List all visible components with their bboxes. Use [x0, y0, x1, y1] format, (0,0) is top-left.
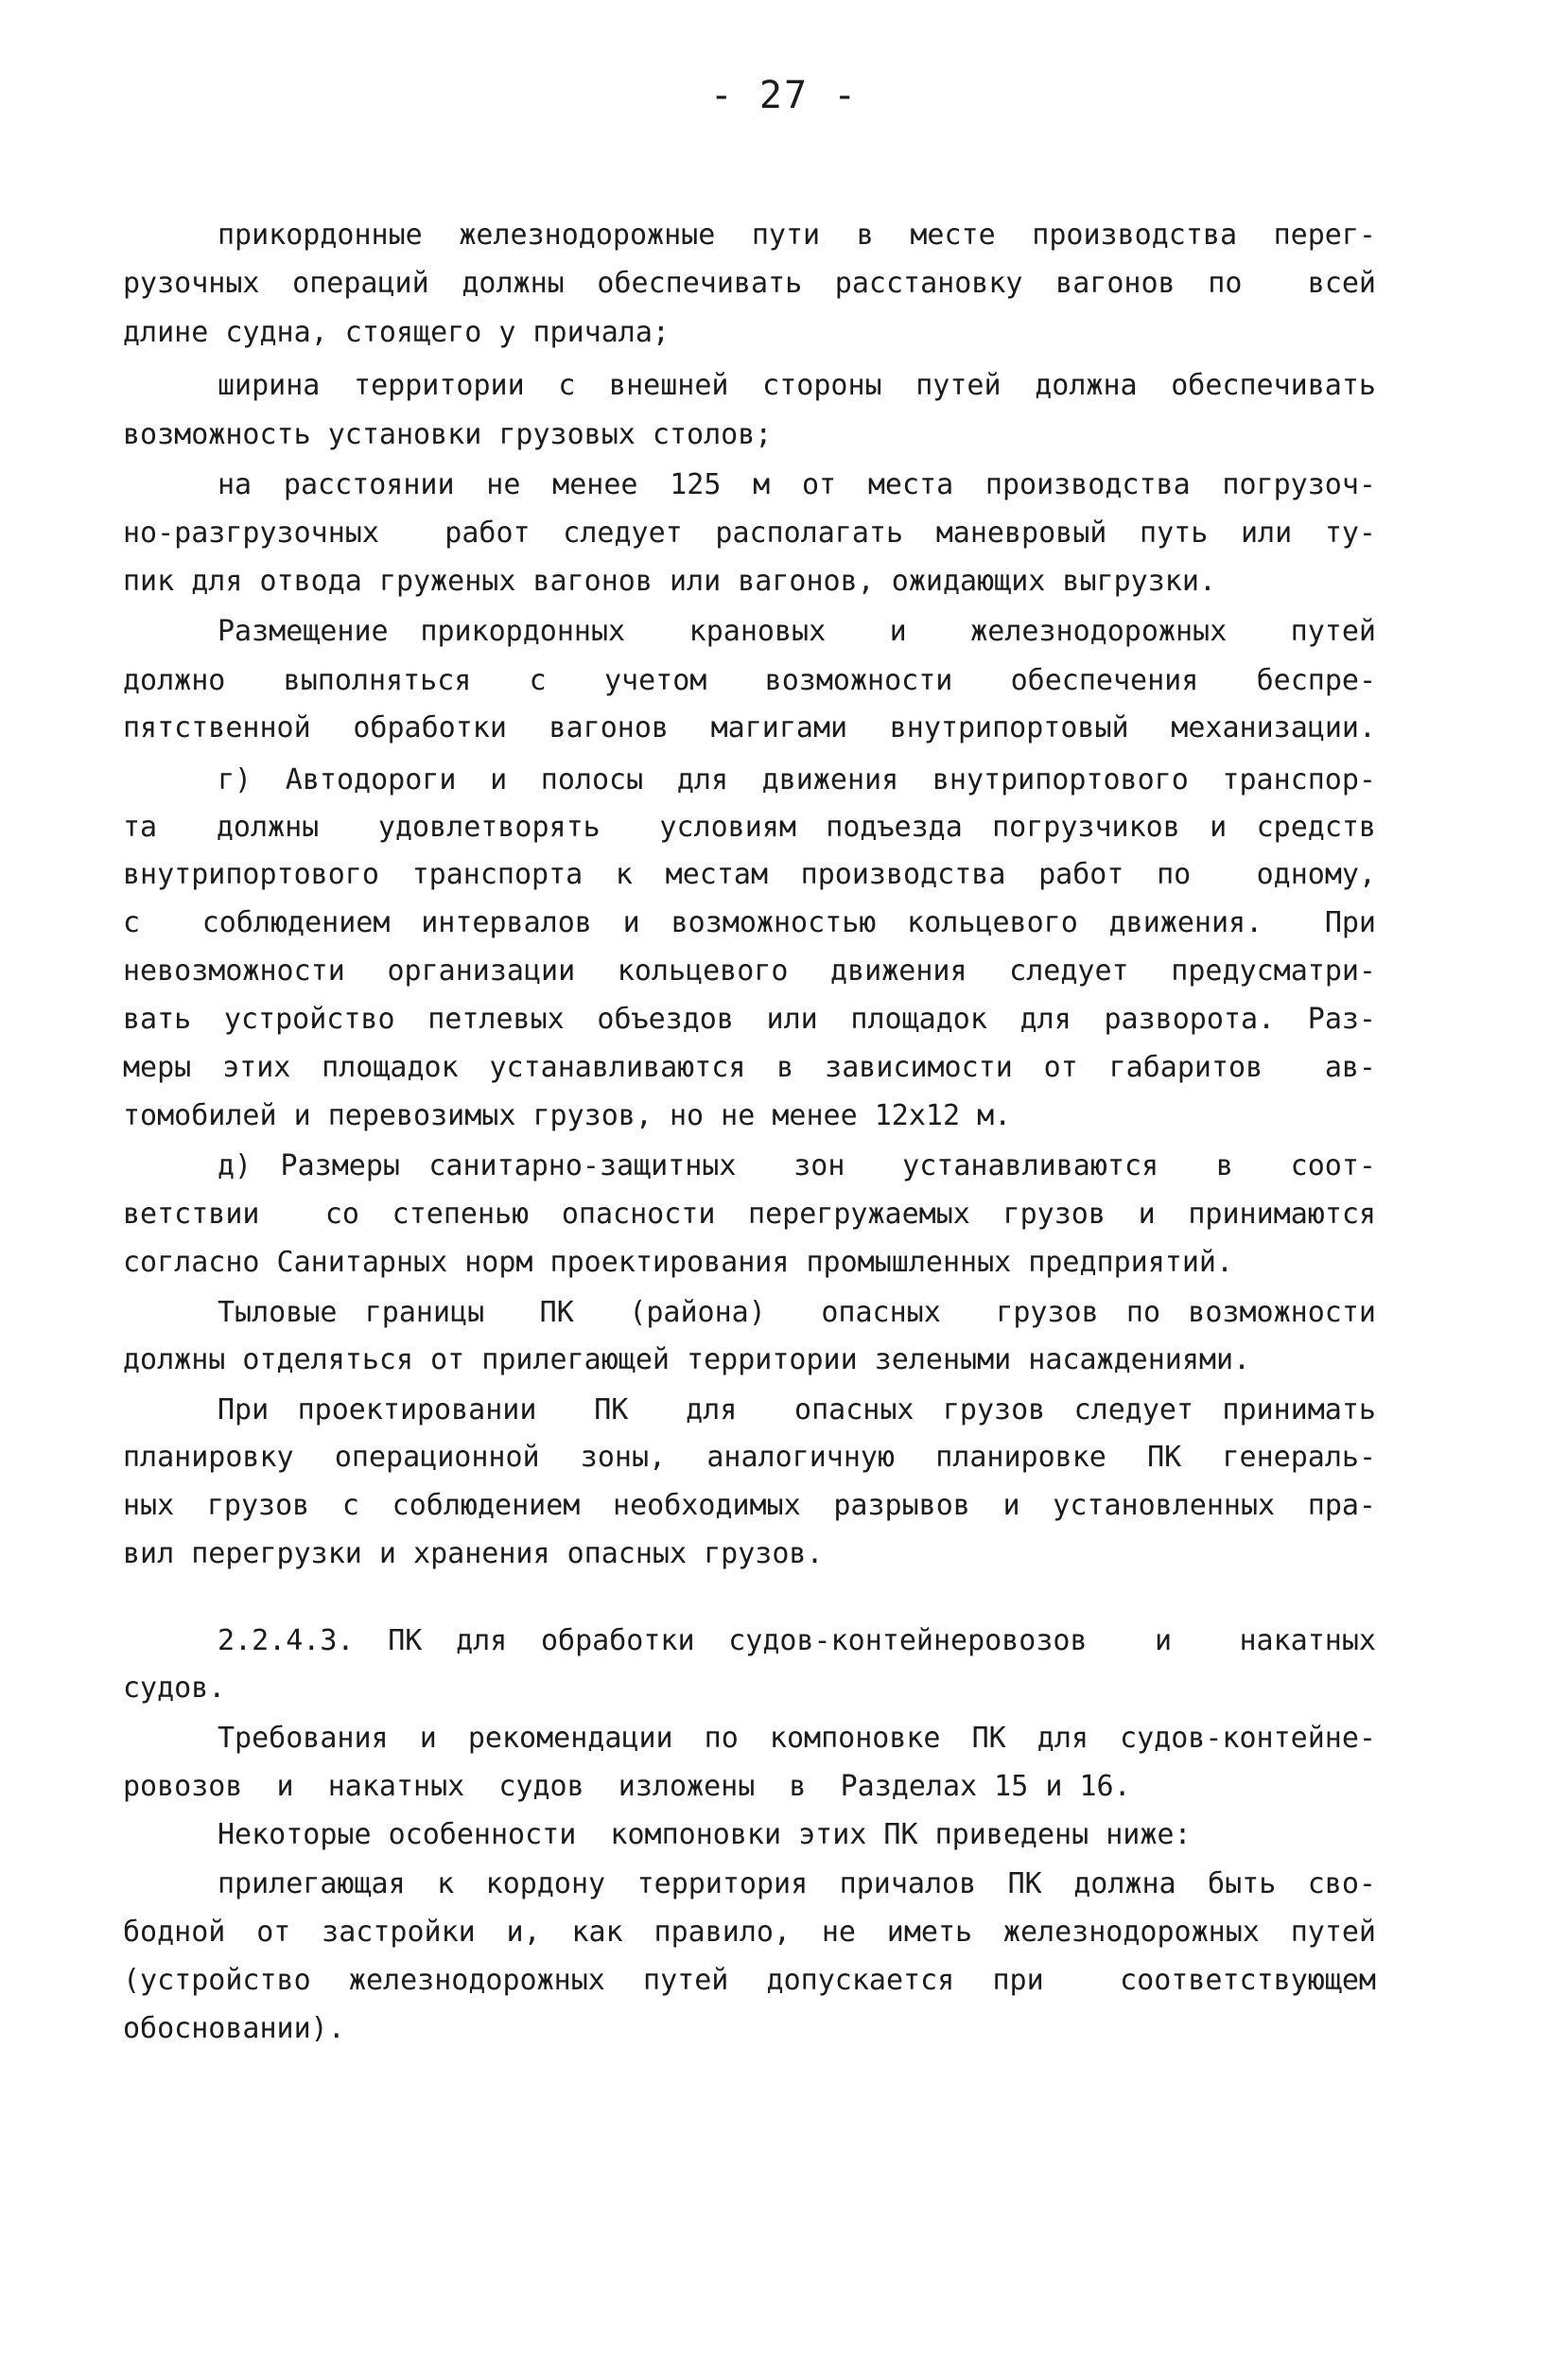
- text-line: Размещение прикордонных крановых и железнодорожных путей: [218, 615, 1376, 648]
- text-line: (устройство железнодорожных путей допускается при соответствующем: [123, 1964, 1376, 1997]
- text-line: прикордонные железнодорожные пути в месте производства перег-: [218, 219, 1376, 252]
- text-line: ровозов и накатных судов изложены в Разделах 15 и 16.: [123, 1770, 1131, 1803]
- page-number: - 27 -: [709, 74, 859, 117]
- text-line: обосновании).: [123, 2012, 345, 2045]
- text-line: томобилей и перевозимых грузов, но не менее 12х12 м.: [123, 1099, 1012, 1132]
- text-line: на расстоянии не менее 125 м от места производства погрузоч-: [218, 468, 1376, 501]
- text-line: длине судна, стоящего у причала;: [123, 316, 670, 349]
- text-line: пятственной обработки вагонов магигами внутрипортовый механизации.: [123, 711, 1376, 744]
- text-line: невозможности организации кольцевого движения следует предусматри-: [123, 954, 1376, 988]
- text-line: должны отделяться от прилегающей территории зелеными насаждениями.: [123, 1343, 1251, 1376]
- text-line: ширина территории с внешней стороны путей должна обеспечивать: [218, 369, 1376, 402]
- text-line: прилегающая к кордону территория причалов ПК должна быть сво-: [218, 1867, 1376, 1900]
- text-line: согласно Санитарных норм проектирования промышленных предприятий.: [123, 1246, 1233, 1279]
- text-line: рузочных операций должны обеспечивать расстановку вагонов по всей: [123, 267, 1376, 300]
- section-heading: 2.2.4.3. ПК для обработки судов-контейнеровозов и накатных: [218, 1624, 1376, 1657]
- text-line: бодной от застройки и, как правило, не иметь железнодорожных путей: [123, 1916, 1376, 1949]
- text-line: возможность установки грузовых столов;: [123, 418, 773, 451]
- text-line: г) Автодороги и полосы для движения внутрипортового транспор-: [218, 763, 1376, 796]
- text-line: Тыловые границы ПК (района) опасных грузов по возможности: [218, 1296, 1376, 1329]
- text-line: меры этих площадок устанавливаются в зависимости от габаритов ав-: [123, 1051, 1376, 1084]
- text-line: Требования и рекомендации по компоновке ПК для судов-контейне-: [218, 1722, 1376, 1755]
- text-line: вил перегрузки и хранения опасных грузов.: [123, 1537, 824, 1570]
- section-heading: судов.: [123, 1672, 226, 1705]
- text-line: внутрипортового транспорта к местам производства работ по одному,: [123, 858, 1376, 891]
- text-line: планировку операционной зоны, аналогичную планировке ПК генераль-: [123, 1441, 1376, 1474]
- text-line: ветствии со степенью опасности перегружаемых грузов и принимаются: [123, 1198, 1376, 1231]
- text-line: с соблюдением интервалов и возможностью кольцевого движения. При: [123, 906, 1376, 939]
- text-line: Некоторые особенности компоновки этих ПК приведены ниже:: [218, 1818, 1192, 1851]
- text-line: д) Размеры санитарно-защитных зон устанавливаются в соот-: [218, 1149, 1376, 1182]
- text-line: При проектировании ПК для опасных грузов следует принимать: [218, 1393, 1376, 1427]
- text-line: должно выполняться с учетом возможности обеспечения беспре-: [123, 664, 1376, 697]
- text-line: та должны удовлетворять условиям подъезда погрузчиков и средств: [123, 811, 1376, 844]
- text-line: ных грузов с соблюдением необходимых разрывов и установленных пра-: [123, 1489, 1376, 1522]
- text-line: но-разгрузочных работ следует располагать маневровый путь или ту-: [123, 516, 1376, 550]
- text-line: вать устройство петлевых объездов или площадок для разворота. Раз-: [123, 1003, 1376, 1036]
- text-line: пик для отвода груженых вагонов или вагонов, ожидающих выгрузки.: [123, 565, 1216, 598]
